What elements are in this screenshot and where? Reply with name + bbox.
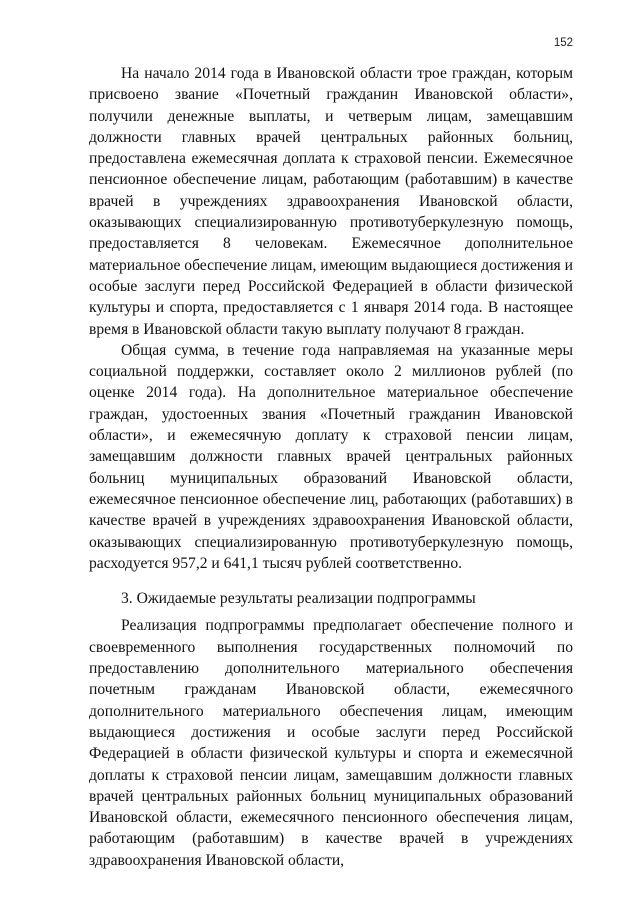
paragraph-expected-results: Реализация подпрограммы предполагает обеспечение полного и своевременного выполнения государственных полномочий по предоставлению дополнительного материального обеспечения почетным гражданам Ивановской области, ежемесячного дополнительного материального обеспечения лицам, имеющим выдающиеся достижения и особые заслуги перед Российской Федерацией в области физической культуры и спорта и ежемесячной доплаты к страховой пенсии лицам, замещавшим должности главных врачей центральных районных больниц муниципальных образований Ивановской области, ежемесячного пенсионного обеспечения лицам, работающим (работавшим) в качестве врачей в учреждениях здравоохранения Ивановской области, bbox=[89, 617, 573, 869]
page-number: 152 bbox=[553, 37, 573, 49]
paragraph-intro: На начало 2014 года в Ивановской области трое граждан, которым присвоено звание «Почетный гражданин Ивановской области», получили денежные выплаты, и четверым лицам, замещавшим должности главных врачей центральных районных больниц, предоставлена ежемесячная доплата к страховой пенсии. Ежемесячное пенсионное обеспечение лицам, работающим (работавшим) в качестве врачей в учреждениях здравоохранения Ивановской области, оказывающих специализированную противотуберкулезную помощь, предоставляется 8 человекам. Ежемесячное дополнительное материальное обеспечение лицам, имеющим выдающиеся достижения и особые заслуги перед Российской Федерацией в области физической культуры и спорта, предоставляется с 1 января 2014 года. В настоящее время в Ивановской области такую выплату получают 8 граждан. bbox=[89, 65, 573, 338]
paragraph-total-sum: Общая сумма, в течение года направляемая на указанные меры социальной поддержки, составляет около 2 миллионов рублей (по оценке 2014 года). На дополнительное материальное обеспечение граждан, удостоенных звания «Почетный гражданин Ивановской области», и ежемесячную доплату к страховой пенсии лицам, замещавшим должности главных врачей центральных районных больниц муниципальных образований Ивановской области, ежемесячное пенсионное обеспечение лиц, работающих (работавших) в качестве врачей в учреждениях здравоохранения Ивановской области, оказывающих специализированную противотуберкулезную помощь, расходуется 957,2 и 641,1 тысяч рублей соответственно. bbox=[89, 341, 573, 572]
section-heading: 3. Ожидаемые результаты реализации подпрограммы bbox=[121, 590, 476, 608]
document-body bbox=[89, 63, 573, 871]
